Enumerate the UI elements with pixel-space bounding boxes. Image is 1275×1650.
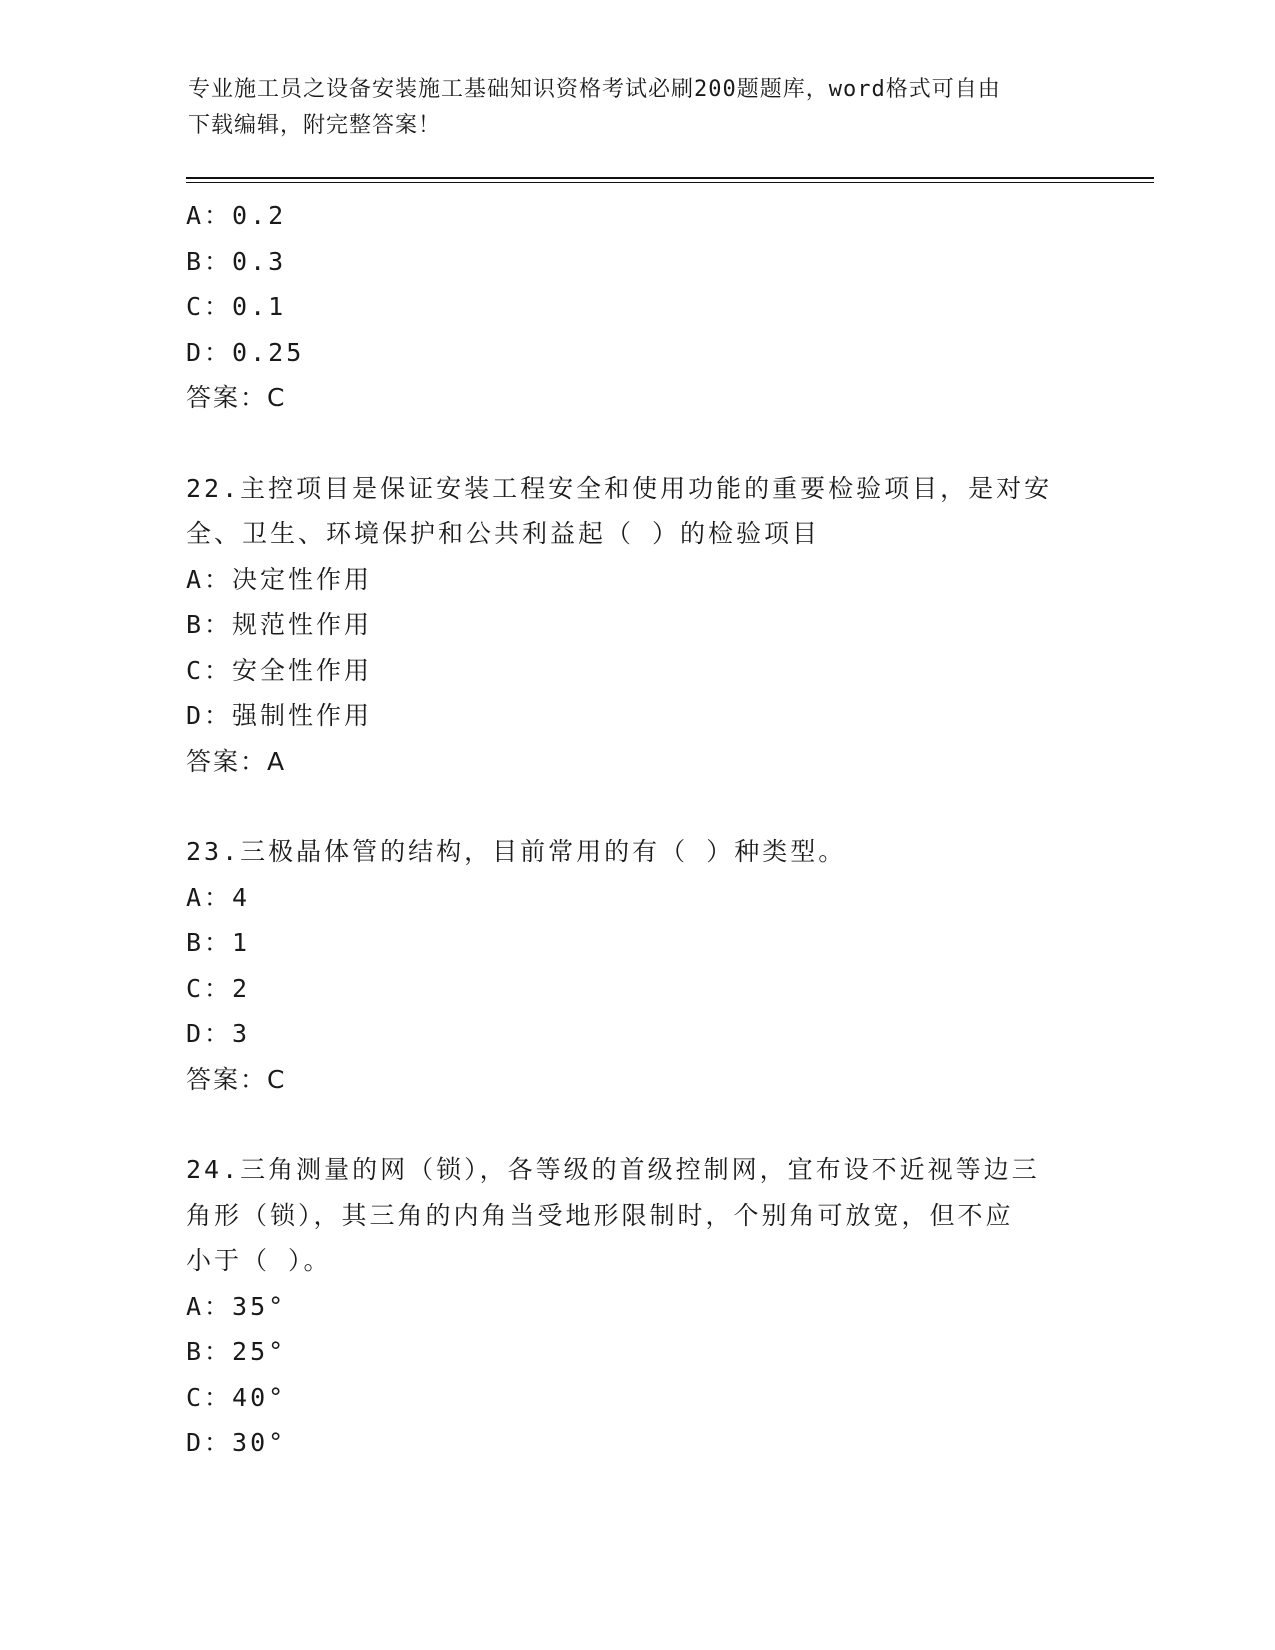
option-a: A：0.2 xyxy=(186,201,287,230)
header-line-1: 专业施工员之设备安装施工基础知识资格考试必刷200题题库，word格式可自由 xyxy=(188,77,1001,102)
option-d: D：0.25 xyxy=(186,337,305,367)
option-b: B：1 xyxy=(186,928,251,957)
question-block-24 xyxy=(186,1147,1086,1466)
question-block-21 xyxy=(186,193,1086,421)
option-a: A：决定性作用 xyxy=(186,564,373,594)
option-c: C：0.1 xyxy=(186,292,287,321)
question-text-line: 23.三极晶体管的结构，目前常用的有（ ）种类型。 xyxy=(186,837,847,866)
option-a: A：4 xyxy=(186,882,251,912)
option-d: D：30° xyxy=(186,1428,287,1457)
header-rule-thin xyxy=(186,182,1154,183)
question-text-line: 全、卫生、环境保护和公共利益起（ ）的检验项目 xyxy=(186,519,821,548)
header-rule-thick xyxy=(186,177,1154,179)
question-block-23 xyxy=(186,829,1086,1102)
question-block-22 xyxy=(186,466,1086,785)
question-text-line: 小于（ ）。 xyxy=(186,1246,332,1275)
question-text-line: 角形（锁），其三角的内角当受地形限制时，个别角可放宽，但不应 xyxy=(186,1200,1014,1230)
option-c: C：40° xyxy=(186,1382,287,1412)
option-c: C：2 xyxy=(186,973,251,1003)
option-d: D：强制性作用 xyxy=(186,701,373,730)
option-b: B：规范性作用 xyxy=(186,610,373,639)
answer-line: 答案：A xyxy=(186,746,287,776)
question-text-line: 24.三角测量的网（锁），各等级的首级控制网，宜布设不近视等边三 xyxy=(186,1155,1040,1184)
document-header xyxy=(188,72,1068,144)
answer-line: 答案：C xyxy=(186,383,287,412)
option-a: A：35° xyxy=(186,1291,287,1321)
question-text-line: 22.主控项目是保证安装工程安全和使用功能的重要检验项目，是对安 xyxy=(186,473,1053,503)
option-d: D：3 xyxy=(186,1019,251,1048)
option-b: B：25° xyxy=(186,1337,287,1366)
answer-line: 答案：C xyxy=(186,1064,287,1094)
option-c: C：安全性作用 xyxy=(186,655,373,685)
header-line-2: 下载编辑，附完整答案！ xyxy=(188,113,442,138)
option-b: B：0.3 xyxy=(186,246,287,276)
question-list xyxy=(186,193,1086,1466)
